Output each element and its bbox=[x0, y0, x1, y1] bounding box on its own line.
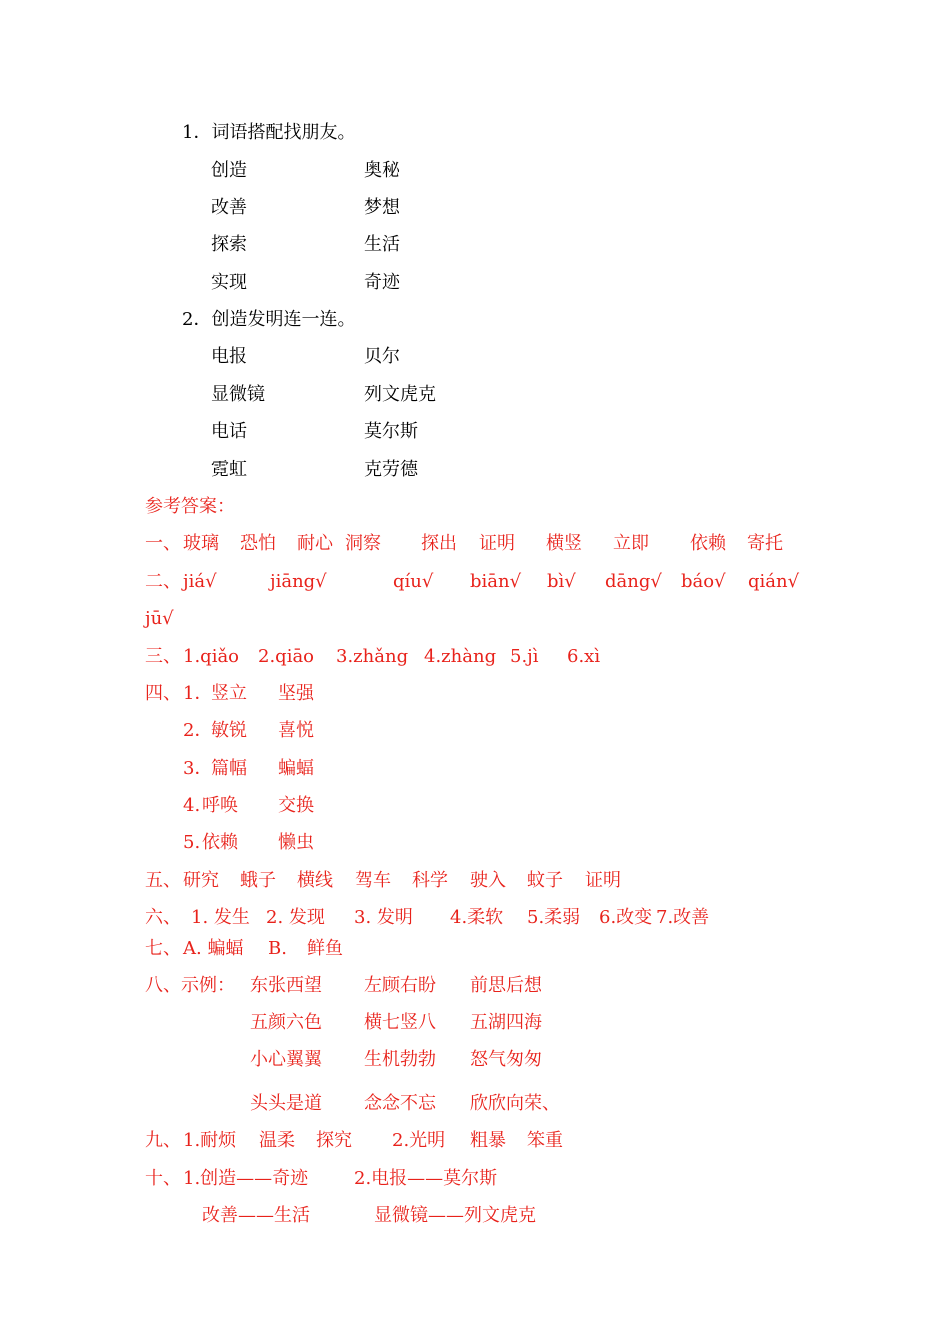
idiom: 头头是道 bbox=[250, 1093, 322, 1114]
question-1-title: 1．词语搭配找朋友。 bbox=[182, 122, 356, 143]
section-6-item: 5.柔弱 bbox=[527, 907, 581, 928]
section-6-item: 2. 发现 bbox=[266, 907, 325, 928]
section-10-item: 1.创造——奇迹 bbox=[183, 1168, 309, 1189]
section-4-label: 四、 bbox=[145, 683, 181, 704]
section-5-word: 蛾子 bbox=[240, 870, 276, 891]
section-10-item: 显微镜——列文虎克 bbox=[374, 1205, 536, 1226]
idiom: 念念不忘 bbox=[364, 1093, 436, 1114]
idiom: 欣欣向荣、 bbox=[470, 1093, 560, 1114]
section-7-label: 七、 bbox=[145, 938, 181, 959]
q1-right-word: 生活 bbox=[364, 234, 400, 255]
question-2-title: 2．创造发明连一连。 bbox=[182, 309, 356, 330]
section-9-item: 温柔 bbox=[259, 1130, 295, 1151]
section-1-word: 寄托 bbox=[747, 533, 783, 554]
section-7-item: A. 蝙蝠 bbox=[183, 938, 244, 959]
idiom: 五颜六色 bbox=[250, 1012, 322, 1033]
section-9-item: 粗暴 bbox=[470, 1130, 506, 1151]
section-7-item: 鲜鱼 bbox=[307, 938, 343, 959]
section-9-item: 1.耐烦 bbox=[183, 1130, 237, 1151]
section-1-word: 玻璃 bbox=[183, 533, 219, 554]
section-1-word: 恐怕 bbox=[240, 533, 276, 554]
q2-right-word: 贝尔 bbox=[364, 346, 400, 367]
section-2-item: biān√ bbox=[470, 571, 522, 592]
idiom: 五湖四海 bbox=[470, 1012, 542, 1033]
section-3-label: 三、 bbox=[145, 646, 181, 667]
section-2-label: 二、 bbox=[145, 571, 181, 592]
section-2-item: bì√ bbox=[547, 571, 576, 592]
section-10-item: 2.电报——莫尔斯 bbox=[354, 1168, 498, 1189]
section-4-num: 2． bbox=[183, 720, 213, 741]
q1-right-word: 奇迹 bbox=[364, 272, 400, 293]
section-6-item: 3. 发明 bbox=[354, 907, 413, 928]
idiom: 左顾右盼 bbox=[364, 975, 436, 996]
section-4-word-a: 敏锐 bbox=[211, 720, 247, 741]
section-4-num: 1． bbox=[183, 683, 213, 704]
section-2-item: jiá√ bbox=[183, 571, 217, 592]
section-1-word: 洞察 bbox=[345, 533, 381, 554]
section-1-label: 一、 bbox=[145, 533, 181, 554]
section-4-word-b: 交换 bbox=[278, 795, 314, 816]
section-2-item: dāng√ bbox=[605, 571, 662, 592]
q1-left-word: 实现 bbox=[211, 272, 247, 293]
q2-left-word: 电报 bbox=[211, 346, 247, 367]
section-6-item: 6.改变 bbox=[599, 907, 653, 928]
q2-right-word: 列文虎克 bbox=[364, 384, 436, 405]
section-6-item: 1. 发生 bbox=[191, 907, 250, 928]
section-7-item: B. bbox=[268, 938, 287, 959]
section-3-item: 2.qiāo bbox=[258, 646, 315, 667]
section-4-word-a: 依赖 bbox=[202, 832, 238, 853]
section-2-item: jū√ bbox=[145, 608, 174, 629]
section-1-word: 探出 bbox=[421, 533, 457, 554]
section-10-item: 改善——生活 bbox=[202, 1205, 310, 1226]
section-1-word: 耐心 bbox=[297, 533, 333, 554]
section-4-word-b: 坚强 bbox=[278, 683, 314, 704]
idiom: 横七竖八 bbox=[364, 1012, 436, 1033]
section-4-num: 3． bbox=[183, 758, 213, 779]
section-5-word: 科学 bbox=[412, 870, 448, 891]
q1-right-word: 奥秘 bbox=[364, 160, 400, 181]
section-4-num: 4. bbox=[183, 795, 201, 816]
section-3-item: 5.jì bbox=[510, 646, 539, 667]
section-6-label: 六、 bbox=[145, 907, 181, 928]
q1-left-word: 探索 bbox=[211, 234, 247, 255]
section-1-word: 依赖 bbox=[690, 533, 726, 554]
section-5-word: 驾车 bbox=[355, 870, 391, 891]
section-9-item: 探究 bbox=[316, 1130, 352, 1151]
section-3-item: 6.xì bbox=[567, 646, 601, 667]
section-3-item: 4.zhàng bbox=[424, 646, 497, 667]
section-8-label: 八、示例： bbox=[145, 975, 235, 996]
section-4-word-b: 蝙蝠 bbox=[278, 758, 314, 779]
section-3-item: 1.qiǎo bbox=[183, 646, 240, 667]
idiom: 前思后想 bbox=[470, 975, 542, 996]
idiom: 小心翼翼 bbox=[250, 1049, 322, 1070]
section-2-item: qián√ bbox=[748, 571, 800, 592]
idiom: 东张西望 bbox=[250, 975, 322, 996]
section-9-item: 笨重 bbox=[527, 1130, 563, 1151]
section-5-word: 研究 bbox=[183, 870, 219, 891]
section-4-word-a: 呼唤 bbox=[202, 795, 238, 816]
q2-right-word: 莫尔斯 bbox=[364, 421, 418, 442]
section-5-word: 驶入 bbox=[470, 870, 506, 891]
section-3-item: 3.zhǎng bbox=[336, 646, 409, 667]
q2-left-word: 显微镜 bbox=[211, 384, 265, 405]
section-1-word: 立即 bbox=[613, 533, 649, 554]
idiom: 生机勃勃 bbox=[364, 1049, 436, 1070]
q1-left-word: 创造 bbox=[211, 160, 247, 181]
q2-left-word: 电话 bbox=[211, 421, 247, 442]
section-4-word-a: 篇幅 bbox=[211, 758, 247, 779]
section-9-label: 九、 bbox=[145, 1130, 181, 1151]
section-2-item: jiāng√ bbox=[270, 571, 327, 592]
q1-right-word: 梦想 bbox=[364, 197, 400, 218]
section-9-item: 2.光明 bbox=[392, 1130, 446, 1151]
q2-left-word: 霓虹 bbox=[211, 459, 247, 480]
section-5-word: 证明 bbox=[585, 870, 621, 891]
idiom: 怒气匆匆 bbox=[470, 1049, 542, 1070]
section-6-item: 4.柔软 bbox=[450, 907, 504, 928]
section-10-label: 十、 bbox=[145, 1168, 181, 1189]
q2-right-word: 克劳德 bbox=[364, 459, 418, 480]
section-5-word: 蚊子 bbox=[527, 870, 563, 891]
q1-left-word: 改善 bbox=[211, 197, 247, 218]
section-4-word-b: 懒虫 bbox=[278, 832, 314, 853]
section-4-word-b: 喜悦 bbox=[278, 720, 314, 741]
section-4-word-a: 竖立 bbox=[211, 683, 247, 704]
section-1-word: 横竖 bbox=[546, 533, 582, 554]
section-2-item: báo√ bbox=[681, 571, 726, 592]
section-5-word: 横线 bbox=[297, 870, 333, 891]
answers-heading: 参考答案： bbox=[145, 496, 235, 517]
section-1-word: 证明 bbox=[479, 533, 515, 554]
section-6-item: 7.改善 bbox=[656, 907, 710, 928]
section-4-num: 5. bbox=[183, 832, 201, 853]
section-5-label: 五、 bbox=[145, 870, 181, 891]
section-2-item: qíu√ bbox=[393, 571, 434, 592]
